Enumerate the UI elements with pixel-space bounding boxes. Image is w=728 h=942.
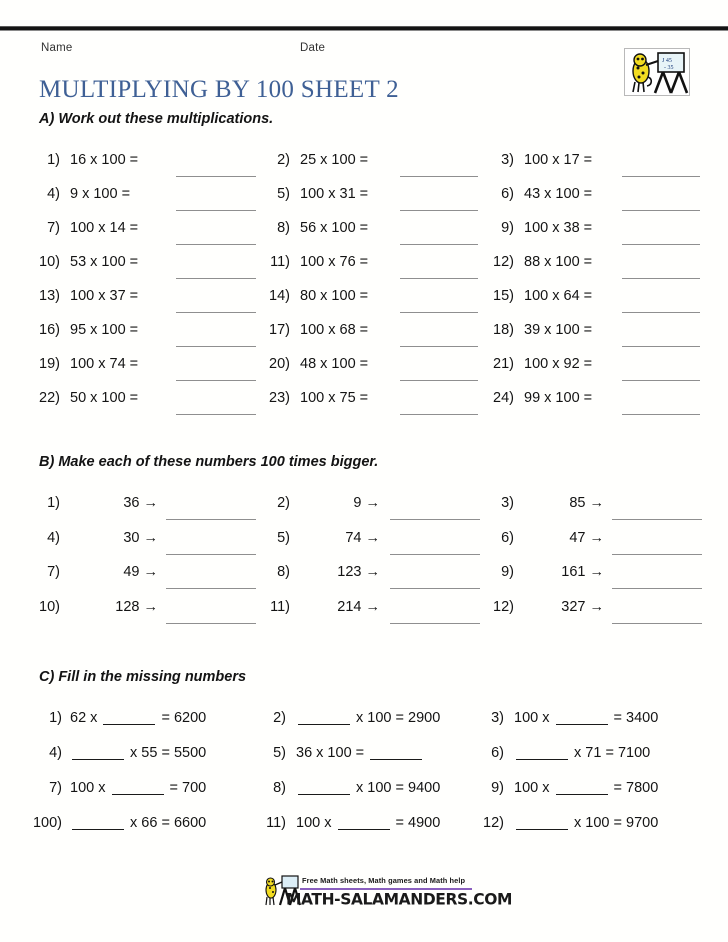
question-text: 100 x 74 = [70, 356, 139, 372]
question-text: 95 x 100 = [70, 322, 139, 338]
footer-branding[interactable] [262, 872, 513, 924]
question-number: 19) [39, 356, 60, 372]
answer-blank[interactable] [516, 829, 568, 830]
question-number: 6) [501, 529, 514, 546]
answer-blank[interactable] [370, 759, 422, 760]
answer-line[interactable] [176, 210, 256, 211]
question-text: 99 x 100 = [524, 390, 593, 406]
question-number: 6) [491, 745, 504, 761]
footer-tagline: Free Math sheets, Math games and Math help [302, 876, 466, 885]
question-text: 100 x 17 = [524, 152, 593, 168]
question-number: 3) [501, 152, 514, 168]
section-b-heading: B) Make each of these numbers 100 times bigger. [39, 454, 379, 470]
equation-suffix: x 66 = 6600 [126, 815, 207, 831]
answer-line[interactable] [400, 176, 478, 177]
question-number: 12) [493, 254, 514, 270]
question-text [296, 780, 440, 796]
question-text: 30 → [123, 529, 158, 546]
question-number: 24) [493, 390, 514, 406]
equation-suffix: = 4900 [391, 815, 441, 831]
question-row [0, 254, 728, 288]
question-text: 74 → [345, 529, 380, 546]
question-text: 100 x 76 = [300, 254, 369, 270]
question-text [514, 745, 650, 761]
question-text: 47 → [569, 529, 604, 546]
question-number: 5) [273, 745, 286, 761]
question-text: 214 → [337, 598, 380, 615]
question-row [0, 599, 728, 634]
answer-line[interactable] [622, 346, 700, 347]
answer-line[interactable] [166, 623, 256, 624]
answer-line[interactable] [176, 176, 256, 177]
svg-text:J 45: J 45 [662, 58, 672, 64]
question-number: 6) [501, 186, 514, 202]
equation-suffix: x 100 = 9700 [570, 815, 659, 831]
question-number: 8) [277, 564, 290, 580]
question-text: 128 → [115, 598, 158, 615]
question-number: 8) [273, 780, 286, 796]
question-number: 13) [39, 288, 60, 304]
question-text: 48 x 100 = [300, 356, 369, 372]
section-a-questions [0, 152, 728, 424]
answer-line[interactable] [390, 519, 480, 520]
answer-line[interactable] [400, 244, 478, 245]
section-a-heading: A) Work out these multiplications. [39, 111, 274, 127]
question-text: 161 → [561, 564, 604, 580]
question-text: 43 x 100 = [524, 186, 593, 202]
answer-blank[interactable] [103, 724, 155, 725]
question-row [0, 152, 728, 186]
question-row [0, 220, 728, 254]
question-number: 1) [47, 152, 60, 168]
question-number: 8) [277, 220, 290, 236]
answer-line[interactable] [622, 244, 700, 245]
answer-line[interactable] [176, 312, 256, 313]
question-number: 22) [39, 390, 60, 406]
answer-blank[interactable] [516, 759, 568, 760]
question-number: 1) [47, 495, 60, 511]
answer-blank[interactable] [338, 829, 390, 830]
question-text [514, 710, 658, 726]
equation-prefix: 100 x [514, 780, 554, 796]
question-row [0, 530, 728, 565]
answer-line[interactable] [400, 278, 478, 279]
answer-blank[interactable] [112, 794, 164, 795]
question-number: 10) [39, 254, 60, 270]
question-text: 100 x 64 = [524, 288, 593, 304]
question-text: 85 → [569, 495, 604, 511]
question-number: 11) [270, 598, 290, 615]
section-b-questions [0, 495, 728, 633]
question-number: 100) [32, 815, 62, 831]
question-text: 100 x 38 = [524, 220, 593, 236]
question-number: 12) [483, 815, 504, 831]
question-text: 100 x 31 = [300, 186, 369, 202]
equation-prefix: 36 x 100 = [296, 745, 369, 761]
question-text [296, 745, 424, 761]
answer-line[interactable] [166, 588, 256, 589]
question-number: 23) [269, 390, 290, 406]
answer-line[interactable] [176, 414, 256, 415]
question-row [0, 186, 728, 220]
answer-line[interactable] [622, 312, 700, 313]
question-number: 4) [47, 529, 60, 546]
answer-blank[interactable] [556, 794, 608, 795]
question-number: 16) [39, 322, 60, 338]
question-text: 53 x 100 = [70, 254, 139, 270]
svg-text:- 35: - 35 [664, 65, 674, 71]
question-number: 12) [493, 598, 514, 615]
question-text: 16 x 100 = [70, 152, 139, 168]
question-text: 327 → [561, 598, 604, 615]
question-text [514, 780, 658, 796]
equation-suffix: = 7800 [609, 780, 659, 796]
page-title: MULTIPLYING BY 100 SHEET 2 [39, 76, 399, 103]
question-text: 100 x 68 = [300, 322, 369, 338]
question-text: 100 x 75 = [300, 390, 369, 406]
question-row [0, 780, 728, 815]
answer-blank[interactable] [72, 829, 124, 830]
question-number: 3) [501, 495, 514, 511]
question-text [296, 710, 440, 726]
question-number: 11) [270, 254, 290, 270]
page-footer [0, 872, 728, 926]
answer-line[interactable] [622, 176, 700, 177]
question-text: 9 x 100 = [70, 186, 131, 202]
question-number: 2) [273, 710, 286, 726]
answer-line[interactable] [612, 588, 702, 589]
question-text [296, 815, 440, 831]
answer-line[interactable] [400, 380, 478, 381]
equation-prefix: 100 x [296, 815, 336, 831]
question-number: 5) [277, 186, 290, 202]
question-number: 10) [39, 598, 60, 615]
question-row [0, 745, 728, 780]
answer-line[interactable] [176, 346, 256, 347]
section-c-questions [0, 710, 728, 850]
question-number: 4) [47, 186, 60, 202]
equation-suffix: x 100 = 2900 [352, 710, 441, 726]
question-number: 9) [491, 780, 504, 796]
question-row [0, 815, 728, 850]
question-row [0, 322, 728, 356]
question-text: 9 → [353, 495, 380, 511]
question-text [70, 745, 206, 761]
question-number: 21) [493, 356, 514, 372]
question-text: 56 x 100 = [300, 220, 369, 236]
question-number: 2) [277, 152, 290, 168]
answer-line[interactable] [612, 554, 702, 555]
equation-suffix: = 6200 [157, 710, 207, 726]
equation-prefix: 100 x [514, 710, 554, 726]
question-number: 11) [266, 815, 286, 831]
question-text [70, 710, 206, 726]
answer-line[interactable] [400, 210, 478, 211]
question-number: 9) [501, 564, 514, 580]
question-text: 100 x 92 = [524, 356, 593, 372]
answer-line[interactable] [612, 519, 702, 520]
answer-line[interactable] [612, 623, 702, 624]
question-text: 39 x 100 = [524, 322, 593, 338]
name-label: Name [41, 42, 73, 54]
question-number: 7) [47, 220, 60, 236]
question-row [0, 356, 728, 390]
equation-prefix: 100 x [70, 780, 110, 796]
answer-line[interactable] [166, 519, 256, 520]
question-number: 7) [49, 780, 62, 796]
equation-suffix: = 700 [165, 780, 207, 796]
answer-line[interactable] [390, 588, 480, 589]
question-text [70, 780, 206, 796]
answer-blank[interactable] [72, 759, 124, 760]
question-row [0, 390, 728, 424]
question-number: 5) [277, 529, 290, 546]
question-row [0, 564, 728, 599]
question-number: 17) [269, 322, 290, 338]
question-row [0, 710, 728, 745]
question-number: 9) [501, 220, 514, 236]
equation-suffix: x 55 = 5500 [126, 745, 207, 761]
answer-line[interactable] [176, 278, 256, 279]
answer-line[interactable] [176, 244, 256, 245]
question-text: 100 x 14 = [70, 220, 139, 236]
answer-line[interactable] [622, 414, 700, 415]
question-number: 4) [49, 745, 62, 761]
answer-line[interactable] [622, 380, 700, 381]
answer-blank[interactable] [298, 794, 350, 795]
question-row [0, 495, 728, 530]
question-number: 18) [493, 322, 514, 338]
question-text: 88 x 100 = [524, 254, 593, 270]
question-text: 36 → [123, 495, 158, 511]
question-text [70, 815, 206, 831]
answer-line[interactable] [400, 312, 478, 313]
answer-line[interactable] [622, 210, 700, 211]
equation-suffix: x 100 = 9400 [352, 780, 441, 796]
question-number: 1) [49, 710, 62, 726]
answer-line[interactable] [390, 554, 480, 555]
question-text: 49 → [123, 564, 158, 580]
answer-line[interactable] [390, 623, 480, 624]
equation-suffix: x 71 = 7100 [570, 745, 651, 761]
question-text [514, 815, 658, 831]
page-top-rule [0, 26, 728, 31]
question-text: 50 x 100 = [70, 390, 139, 406]
footer-domain: MATH-SALAMANDERS.COM [286, 890, 513, 909]
salamander-whiteboard-logo-icon [625, 49, 689, 95]
answer-line[interactable] [176, 380, 256, 381]
question-row [0, 288, 728, 322]
question-number: 14) [269, 288, 290, 304]
answer-line[interactable] [166, 554, 256, 555]
equation-suffix: = 3400 [609, 710, 659, 726]
answer-blank[interactable] [298, 724, 350, 725]
question-text: 123 → [337, 564, 380, 580]
answer-line[interactable] [400, 414, 478, 415]
question-text: 25 x 100 = [300, 152, 369, 168]
answer-blank[interactable] [556, 724, 608, 725]
answer-line[interactable] [622, 278, 700, 279]
section-c-heading: C) Fill in the missing numbers [39, 669, 247, 685]
question-number: 2) [277, 495, 290, 511]
question-number: 20) [269, 356, 290, 372]
question-number: 15) [493, 288, 514, 304]
question-text: 80 x 100 = [300, 288, 369, 304]
question-number: 3) [491, 710, 504, 726]
answer-line[interactable] [400, 346, 478, 347]
date-label: Date [300, 42, 326, 54]
question-text: 100 x 37 = [70, 288, 139, 304]
header-logo [624, 48, 690, 96]
question-number: 7) [47, 564, 60, 580]
equation-prefix: 62 x [70, 710, 102, 726]
